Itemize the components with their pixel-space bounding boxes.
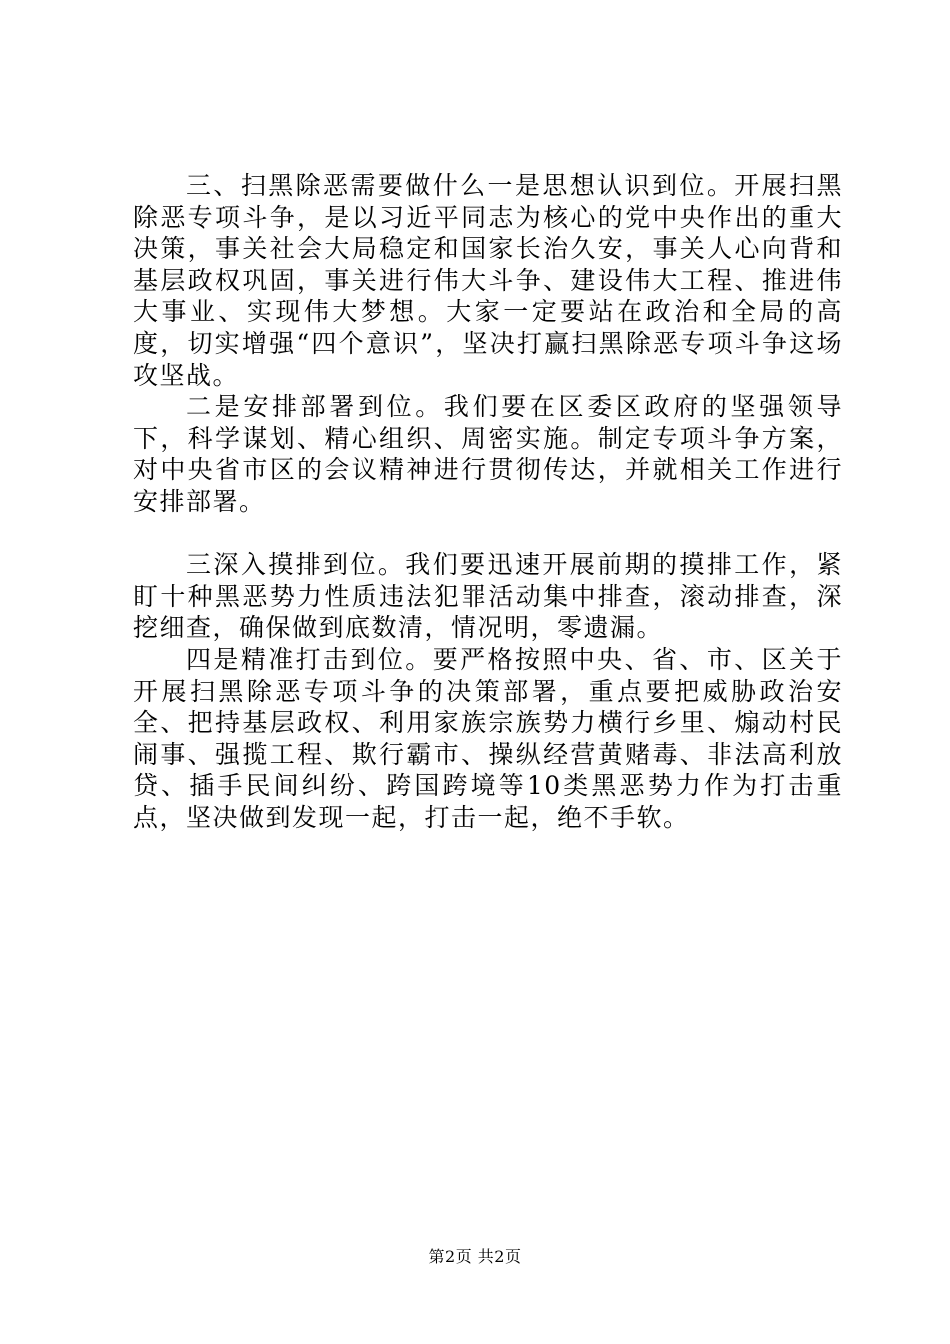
paragraph-2: 二是安排部署到位。我们要在区委区政府的坚强领导下，科学谋划、精心组织、周密实施。制定专项斗争方案，对中央省市区的会议精神进行贯彻传达，并就相关工作进行安排部署。 [133,392,843,516]
document-body [133,170,843,833]
paragraph-4: 四是精准打击到位。要严格按照中央、省、市、区关于开展扫黑除恶专项斗争的决策部署，重点要把威胁政治安全、把持基层政权、利用家族宗族势力横行乡里、煽动村民闹事、强揽工程、欺行霸市、操纵经营黄赌毒、非法高利放贷、插手民间纠纷、跨国跨境等10类黑恶势力作为打击重点，坚决做到发现一起，打击一起，绝不手软。 [133,644,843,832]
paragraph-1: 三、扫黑除恶需要做什么一是思想认识到位。开展扫黑除恶专项斗争，是以习近平同志为核心的党中央作出的重大决策，事关社会大局稳定和国家长治久安，事关人心向背和基层政权巩固，事关进行伟大斗争、建设伟大工程、推进伟大事业、实现伟大梦想。大家一定要站在政治和全局的高度，切实增强“四个意识”，坚决打赢扫黑除恶专项斗争这场攻坚战。 [133,171,843,390]
paragraph-spacer [133,518,843,550]
paragraph-3: 三深入摸排到位。我们要迅速开展前期的摸排工作，紧盯十种黑恶势力性质违法犯罪活动集中排查，滚动排查，深挖细查，确保做到底数清，情况明，零遗漏。 [133,550,843,643]
page-footer: 第2页 共2页 [428,1247,522,1266]
